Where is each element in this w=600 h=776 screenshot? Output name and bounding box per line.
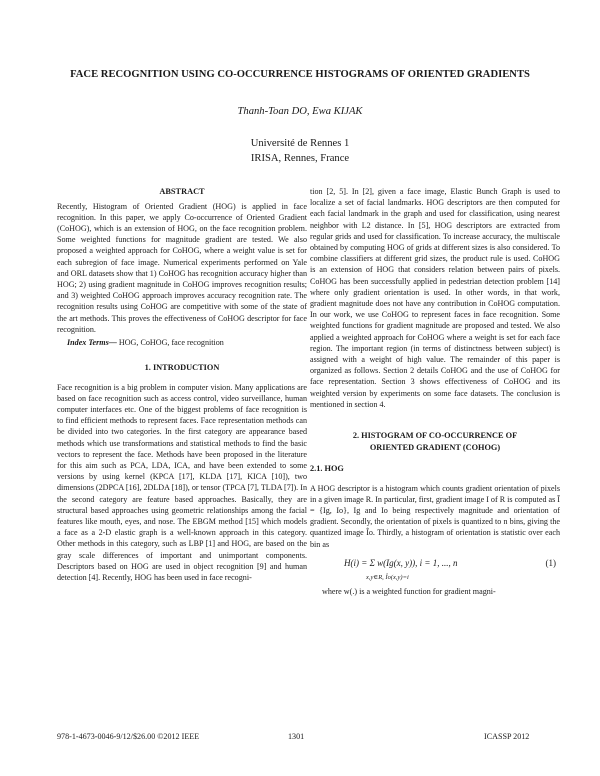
equation-1 xyxy=(310,554,560,584)
intro-continuation-text: tion [2, 5]. In [2], given a face image, Elastic Bunch Graph is used to localize a set of facial landmarks. HOG descriptors are then computed for each facial landmark in the graph and used for classification, using nearest neighbor with L2 distance. In [5], HOG descriptors are extracted from regular grids and used for classification. To increase accuracy, the multiscale obtained by computing HOG of grids at different sizes is also considered. To combine classifiers at different grid sizes, the product rule is used. CoHOG is an extension of HOG that considers relation between pairs of pixels. CoHOG has been successfully applied in pedestrian detection problem [14] where only gradient orientation is used. In other words, in that work, gradient magnitude does not have any contribution in CoHOG computation. In our work, we use CoHOG to represent faces in face recognition. Some weighted functions for gradient magnitude are proposed and tested. We also applied a weighted approach for CoHOG where a weight is set for each face region. The important region (in terms of distinctness between subject) is assigned with a weight of high value. The remainder of this paper is organized as follows. Section 2 details CoHOG and the use of CoHOG for face representation. Section 3 shows effectiveness of CoHOG and its weighted version by experiments on some face datasets. The conclusion is mentioned in section 4. xyxy=(310,187,560,409)
paper-authors: Thanh-Toan DO, Ewa KIJAK xyxy=(237,106,363,117)
after-equation-text: where w(.) is a weighted function for gradient magni- xyxy=(322,586,496,596)
introduction-text: Face recognition is a big problem in computer vision. Many applications are based on face recognition such as access control, video surveillance, human computer interfaces etc. One of the biggest problems of face recognition is to find efficient methods to represent faces. Face representation methods can be divided into two categories. In the first category are appearance based methods which use transformations and statistical methods to find the basic vectors to represent the face. Methods have been proposed in the literature for this aim such as PCA, LDA, ICA, and have been extended to some versions by using kernel (KPCA [17], KLDA [17], KICA [10]), two dimensions (2DPCA [16], 2DLDA [18]), or tensor (TPCA [7], TLDA [7]). In the second category are feature based approaches. Basically, they are structural based approaches using geometric relationships among the facial features like mouth, eyes, and nose. The EBGM method [15] which models a face as a 2-D elastic graph is a well-known approach in this category. Other methods in this category, such as LBP [1] and HOG, are based on the gray scale differences of important and unimportant components. Descriptors based on HOG are used in object recognition [9] and human detection [4]. Recently, HOG has been used in face recogni- xyxy=(57,382,307,583)
subsection-hog-text: A HOG descriptor is a histogram which counts gradient orientation of pixels in a given image R. In particular, first, gradient image I of R is computed as Ī = {Ig, Io}, Ig and Io being respectively magnitude and orientation of gradient. Secondly, the orientation of pixels is quantized to n bins, giving the quantized image Îo. Thirdly, a histogram of orientation is statistic over each bin as xyxy=(310,483,560,549)
footer-page-number: 1301 xyxy=(288,732,305,741)
equation-main: H(i) = Σ w(Ig(x, y)), i = 1, ..., n xyxy=(344,557,458,568)
footer-conference: ICASSP 2012 xyxy=(484,732,530,741)
footer-copyright: 978-1-4673-0046-9/12/$26.00 ©2012 IEEE xyxy=(57,732,200,741)
section2-heading-line2: ORIENTED GRADIENT (COHOG) xyxy=(369,442,501,452)
section2-heading xyxy=(310,430,560,453)
paper-title: FACE RECOGNITION USING CO-OCCURRENCE HISTOGRAMS OF ORIENTED GRADIENTS xyxy=(70,69,530,80)
equation-number: (1) xyxy=(545,557,556,568)
abstract-heading: ABSTRACT xyxy=(159,187,205,196)
introduction-heading: 1. INTRODUCTION xyxy=(144,363,220,373)
left-column xyxy=(57,186,307,583)
abstract-text: Recently, Histogram of Oriented Gradient (HOG) is applied in face recognition. In this paper, we apply Co-occurrence of Oriented Gradient (CoHOG), which is an extension of HOG, on the face recognition problem. Some weighted functions for magnitude gradient are tested. We also proposed a weighted approach for CoHOG, where a weight value is set for each subregion of face image. Numerical experiments performed on Yale and ORL datasets show that 1) CoHOG has recognition accuracy higher than HOG; 2) using gradient magnitude in CoHOG improves recognition results; and 3) weighted CoHOG approach improves accuracy recognition rate. The recognition results using CoHOG are competitive with some of the state of the art methods. This proves the effectiveness of CoHOG descriptor for face recognition. xyxy=(57,201,307,334)
affiliation-university: Université de Rennes 1 xyxy=(250,138,350,149)
affiliation-lab: IRISA, Rennes, France xyxy=(250,152,350,164)
equation-subscript: x,y∈R, Îo(x,y)=i xyxy=(366,573,409,581)
index-terms-label: Index Terms— xyxy=(67,337,117,347)
index-terms xyxy=(57,337,307,348)
subsection-hog-heading: 2.1. HOG xyxy=(310,464,344,474)
section2-heading-line1: 2. HISTOGRAM OF CO-OCCURRENCE OF xyxy=(352,431,518,441)
right-column xyxy=(310,186,560,597)
index-terms-values: HOG, CoHOG, face recognition xyxy=(116,337,224,347)
affiliation xyxy=(60,137,540,166)
